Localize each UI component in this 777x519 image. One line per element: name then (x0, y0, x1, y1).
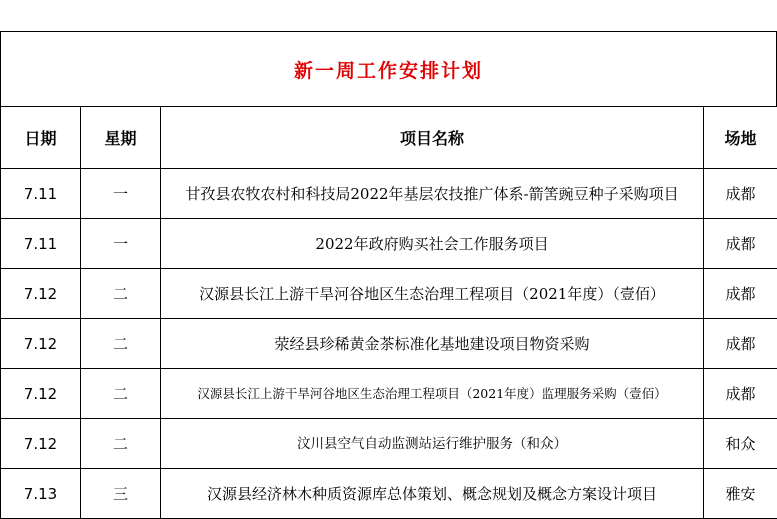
cell-venue: 成都 (704, 219, 777, 269)
cell-weekday: 一 (81, 219, 161, 269)
cell-weekday: 二 (81, 419, 161, 469)
header-date: 日期 (1, 107, 81, 169)
cell-project: 甘孜县农牧农村和科技局2022年基层农技推广体系-箭筈豌豆种子采购项目 (161, 169, 704, 219)
cell-project: 汉源县经济林木种质资源库总体策划、概念规划及概念方案设计项目 (161, 469, 704, 519)
cell-date: 7.12 (1, 419, 81, 469)
cell-date: 7.12 (1, 369, 81, 419)
cell-project: 汉源县长江上游干旱河谷地区生态治理工程项目（2021年度）（壹佰） (161, 269, 704, 319)
table-row (1, 169, 777, 219)
cell-venue: 成都 (704, 269, 777, 319)
table-row (1, 219, 777, 269)
header-project: 项目名称 (161, 107, 704, 169)
table-row (1, 419, 777, 469)
cell-venue: 成都 (704, 169, 777, 219)
cell-weekday: 二 (81, 369, 161, 419)
cell-date: 7.12 (1, 319, 81, 369)
table-row (1, 369, 777, 419)
cell-venue: 成都 (704, 369, 777, 419)
table-row (1, 469, 777, 519)
cell-weekday: 二 (81, 269, 161, 319)
schedule-table (0, 106, 777, 519)
cell-date: 7.11 (1, 219, 81, 269)
table-row (1, 319, 777, 369)
cell-date: 7.11 (1, 169, 81, 219)
table-row (1, 269, 777, 319)
top-blank-row (0, 0, 777, 32)
cell-venue: 和众 (704, 419, 777, 469)
header-weekday: 星期 (81, 107, 161, 169)
header-venue: 场地 (704, 107, 777, 169)
cell-date: 7.12 (1, 269, 81, 319)
cell-date: 7.13 (1, 469, 81, 519)
cell-weekday: 三 (81, 469, 161, 519)
cell-project: 汉源县长江上游干旱河谷地区生态治理工程项目（2021年度）监理服务采购（壹佰） (161, 369, 704, 419)
title-row (0, 32, 777, 107)
cell-weekday: 二 (81, 319, 161, 369)
page-title: 新一周工作安排计划 (293, 59, 483, 82)
cell-venue: 雅安 (704, 469, 777, 519)
header-row (1, 107, 777, 169)
cell-project: 2022年政府购买社会工作服务项目 (161, 219, 704, 269)
cell-project: 汶川县空气自动监测站运行维护服务（和众） (161, 419, 704, 469)
cell-project: 荥经县珍稀黄金茶标准化基地建设项目物资采购 (161, 319, 704, 369)
cell-weekday: 一 (81, 169, 161, 219)
cell-venue: 成都 (704, 319, 777, 369)
